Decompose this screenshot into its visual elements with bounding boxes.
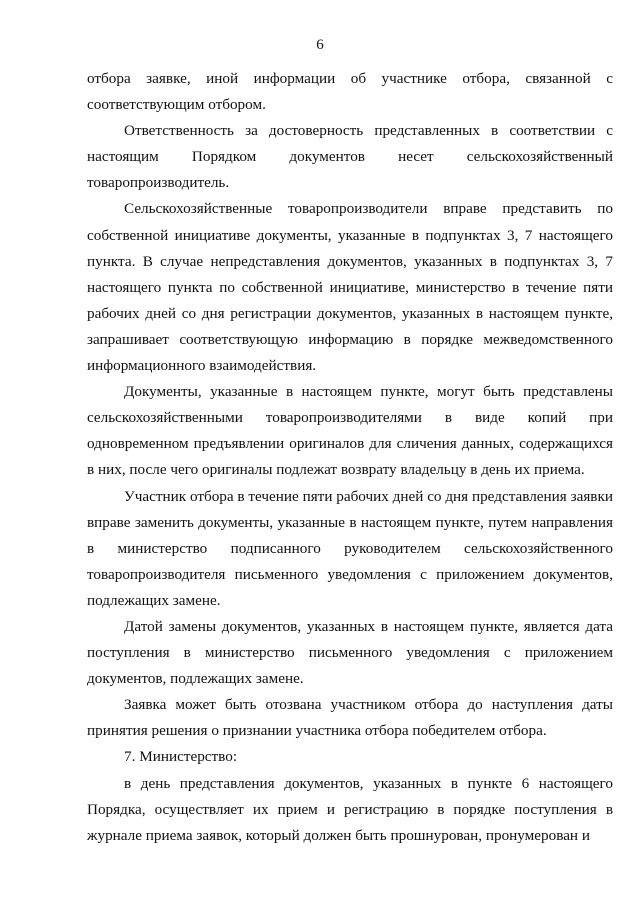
paragraph-replacement: Участник отбора в течение пяти рабочих дней со дня представления заявки вправе заменить документы, указанные в настоящем пункте, путем направления в министерство подписанного руководителем сельскохозяйственного товаропроизводителя письменного уведомления с приложением документов, подлежащих замене.	[87, 487, 613, 609]
document-body	[87, 66, 613, 849]
paragraph-item-7-text: в день представления документов, указанных в пункте 6 настоящего Порядка, осуществляет их прием и регистрацию в порядке поступления в журнале приема заявок, который должен быть прошнурован, пронумерован и	[87, 774, 613, 844]
paragraph-replacement-date: Датой замены документов, указанных в настоящем пункте, является дата поступления в министерство письменного уведомления с приложением документов, подлежащих замене.	[87, 617, 613, 688]
page-number: 6	[316, 37, 324, 53]
paragraph-continuation: отбора заявке, иной информации об участнике отбора, связанной с соответствующим отбором.	[87, 70, 613, 114]
paragraph-responsibility: Ответственность за достоверность представленных в соответствии с настоящим Порядком документов несет сельскохозяйственный товаропроизводитель.	[87, 122, 613, 192]
paragraph-own-initiative: Сельскохозяйственные товаропроизводители вправе представить по собственной инициативе документы, указанные в подпунктах 3, 7 настоящего пункта. В случае непредставления документов, указанных в подпунктах 3, 7 настоящего пункта по собственной инициативе, министерство в течение пяти рабочих дней со дня регистрации документов, указанных в настоящем пункте, запрашивает соответствующую информацию в порядке межведомственного информационного взаимодействия.	[87, 200, 613, 375]
paragraph-withdrawal: Заявка может быть отозвана участником отбора до наступления даты принятия решения о признании участника отбора победителем отбора.	[87, 696, 613, 740]
paragraph-copies: Документы, указанные в настоящем пункте, могут быть представлены сельскохозяйственными товаропроизводителями в виде копий при одновременном предъявлении оригиналов для сличения данных, содержащихся в них, после чего оригиналы подлежат возврату владельцу в день их приема.	[87, 383, 613, 479]
paragraph-item-7-heading: 7. Министерство:	[124, 748, 238, 766]
